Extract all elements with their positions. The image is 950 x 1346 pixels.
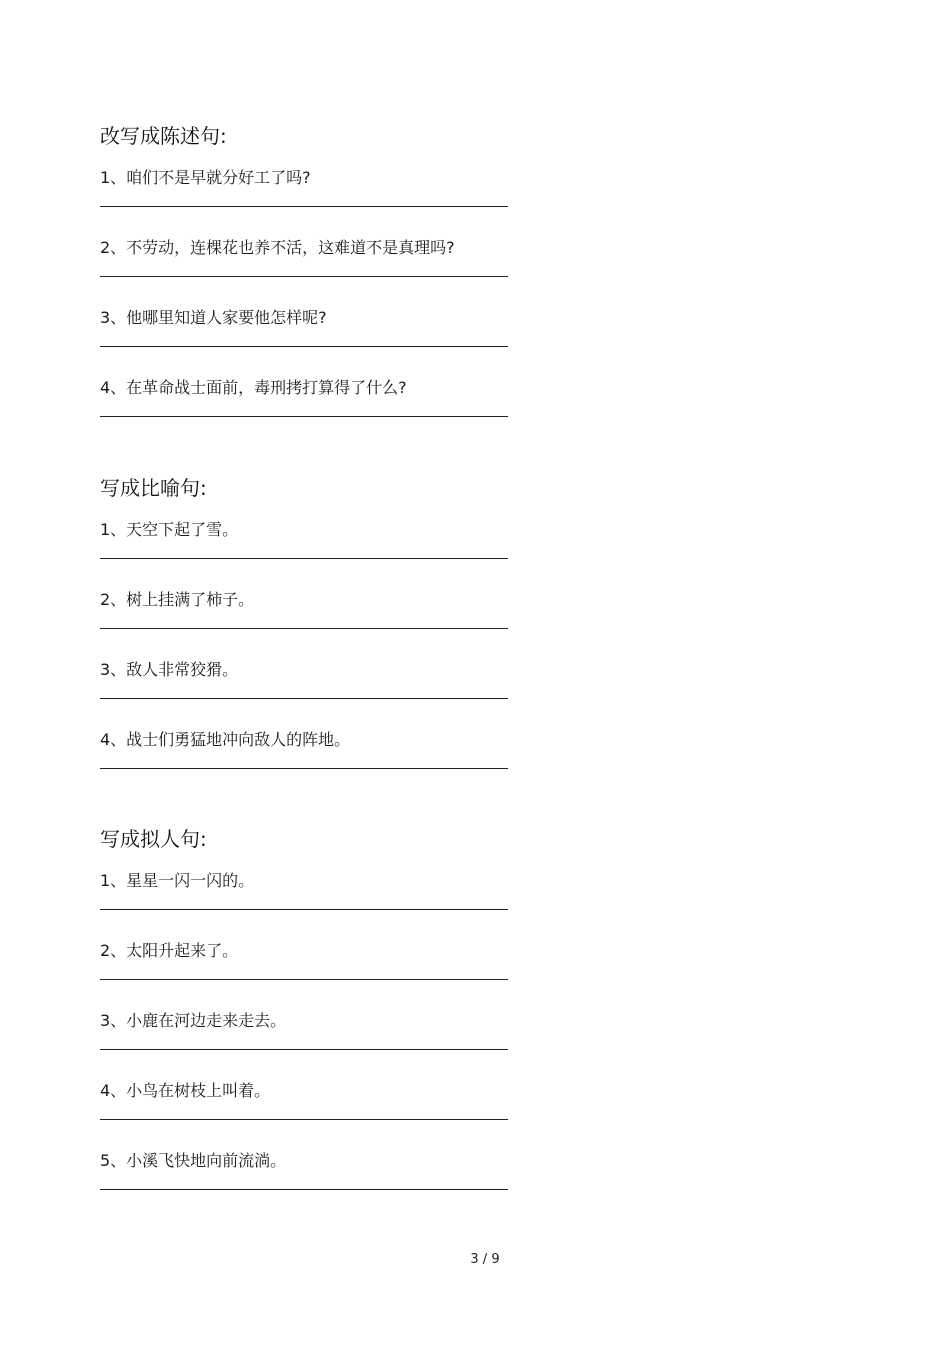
exercise-item xyxy=(100,719,510,789)
exercise-item xyxy=(100,297,510,367)
answer-line[interactable] xyxy=(100,206,508,207)
question-text: 1、咱们不是早就分好工了吗? xyxy=(100,168,311,187)
question-text: 3、敌人非常狡猾。 xyxy=(100,660,239,679)
section-title: 写成比喻句: xyxy=(100,476,207,500)
section-declarative xyxy=(100,123,510,437)
exercise-item xyxy=(100,157,510,227)
question-text: 2、不劳动，连棵花也养不活，这难道不是真理吗? xyxy=(100,238,455,257)
question-text: 1、星星一闪一闪的。 xyxy=(100,871,255,890)
question-text: 5、小溪飞快地向前流淌。 xyxy=(100,1151,287,1170)
section-personification xyxy=(100,826,510,1210)
answer-line[interactable] xyxy=(100,1119,508,1120)
exercise-item xyxy=(100,1070,510,1140)
answer-line[interactable] xyxy=(100,1049,508,1050)
exercise-item xyxy=(100,860,510,930)
answer-line[interactable] xyxy=(100,1189,508,1190)
question-text: 1、天空下起了雪。 xyxy=(100,520,239,539)
answer-line[interactable] xyxy=(100,768,508,769)
answer-line[interactable] xyxy=(100,346,508,347)
page-number: 3 / 9 xyxy=(470,1252,500,1267)
exercise-item xyxy=(100,930,510,1000)
answer-line[interactable] xyxy=(100,558,508,559)
answer-line[interactable] xyxy=(100,416,508,417)
question-text: 2、太阳升起来了。 xyxy=(100,941,239,960)
answer-line[interactable] xyxy=(100,909,508,910)
exercise-item xyxy=(100,579,510,649)
section-title: 改写成陈述句: xyxy=(100,124,227,148)
answer-line[interactable] xyxy=(100,979,508,980)
exercise-item xyxy=(100,1000,510,1070)
section-simile xyxy=(100,475,510,789)
exercise-item xyxy=(100,649,510,719)
question-text: 3、小鹿在河边走来走去。 xyxy=(100,1011,287,1030)
answer-line[interactable] xyxy=(100,628,508,629)
question-text: 3、他哪里知道人家要他怎样呢? xyxy=(100,308,327,327)
exercise-item xyxy=(100,509,510,579)
answer-line[interactable] xyxy=(100,698,508,699)
exercise-item xyxy=(100,227,510,297)
question-text: 4、战士们勇猛地冲向敌人的阵地。 xyxy=(100,730,351,749)
question-text: 2、树上挂满了柿子。 xyxy=(100,590,255,609)
exercise-item xyxy=(100,1140,510,1210)
question-text: 4、小鸟在树枝上叫着。 xyxy=(100,1081,271,1100)
exercise-item xyxy=(100,367,510,437)
question-text: 4、在革命战士面前，毒刑拷打算得了什么? xyxy=(100,378,407,397)
section-title: 写成拟人句: xyxy=(100,827,207,851)
answer-line[interactable] xyxy=(100,276,508,277)
